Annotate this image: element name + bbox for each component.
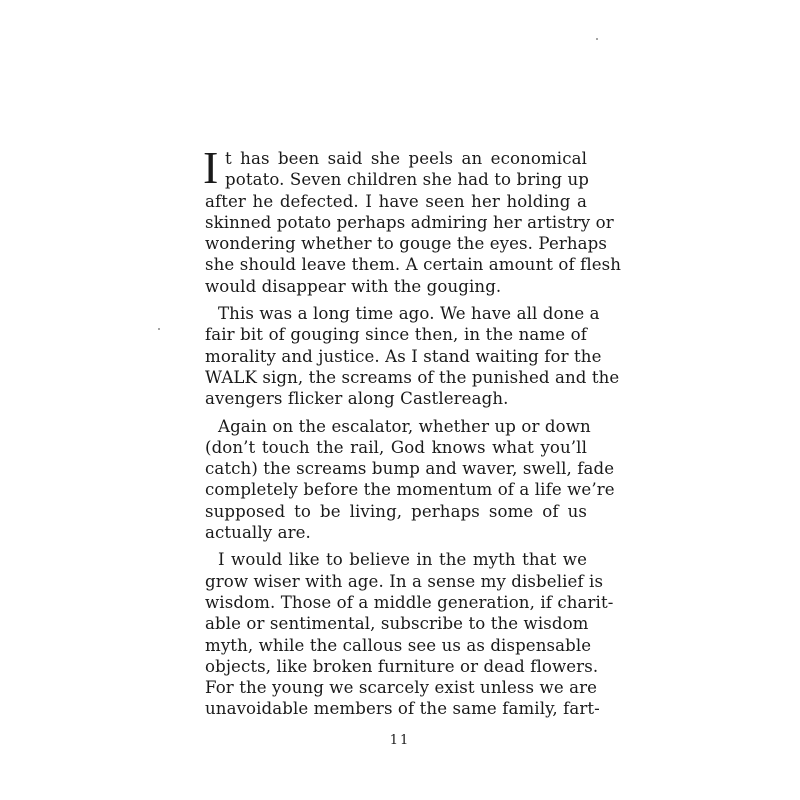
text-line: wondering whether to gouge the eyes. Perhaps: [205, 234, 608, 254]
text-line: WALK sign, the screams of the punished and the: [205, 367, 620, 387]
text-line: after he defected. I have seen her holding a: [205, 191, 587, 211]
text-line: This was a long time ago. We have all done a: [218, 304, 600, 324]
text-line: unavoidable members of the same family, fart-: [205, 699, 600, 719]
text-line: catch) the screams bump and waver, swell, fade: [205, 459, 615, 479]
text-line: morality and justice. As I stand waiting for the: [205, 346, 602, 366]
drop-cap: I: [203, 142, 219, 193]
scan-speck: [596, 38, 598, 40]
text-line: she should leave them. A certain amount of flesh: [205, 255, 622, 275]
body-text: [203, 142, 622, 726]
text-line: I t has been said she peels an economical: [203, 142, 587, 193]
text-line: supposed to be living, perhaps some of us: [205, 501, 587, 521]
scan-speck: [158, 328, 160, 330]
text-line: wisdom. Those of a middle generation, if charit-: [205, 592, 614, 612]
text-line: would disappear with the gouging.: [205, 276, 502, 296]
text-line: skinned potato perhaps admiring her artistry or: [205, 212, 614, 232]
text-line: (don’t touch the rail, God knows what you’ll: [205, 437, 587, 457]
text-line: I would like to believe in the myth that we: [218, 550, 587, 570]
text-line: objects, like broken furniture or dead flowers.: [205, 656, 599, 676]
paragraph-3: [205, 416, 615, 544]
text-line: For the young we scarcely exist unless we are: [205, 678, 598, 698]
text-line: able or sentimental, subscribe to the wisdom: [205, 614, 589, 634]
text-line: myth, while the callous see us as dispensable: [205, 635, 592, 655]
text-line: grow wiser with age. In a sense my disbelief is: [205, 571, 604, 591]
text-line: Again on the escalator, whether up or down: [218, 416, 591, 436]
paragraph-2: [205, 303, 620, 409]
paragraph-1: [203, 142, 622, 297]
page-number: 11: [389, 733, 411, 748]
paragraph-4: [205, 549, 614, 719]
text-line: actually are.: [205, 523, 311, 543]
text-line: potato. Seven children she had to bring up: [225, 170, 590, 190]
text-line: avengers flicker along Castlereagh.: [205, 389, 509, 409]
text-line: completely before the momentum of a life we’re: [205, 480, 615, 500]
text-line: fair bit of gouging since then, in the name of: [205, 325, 587, 345]
